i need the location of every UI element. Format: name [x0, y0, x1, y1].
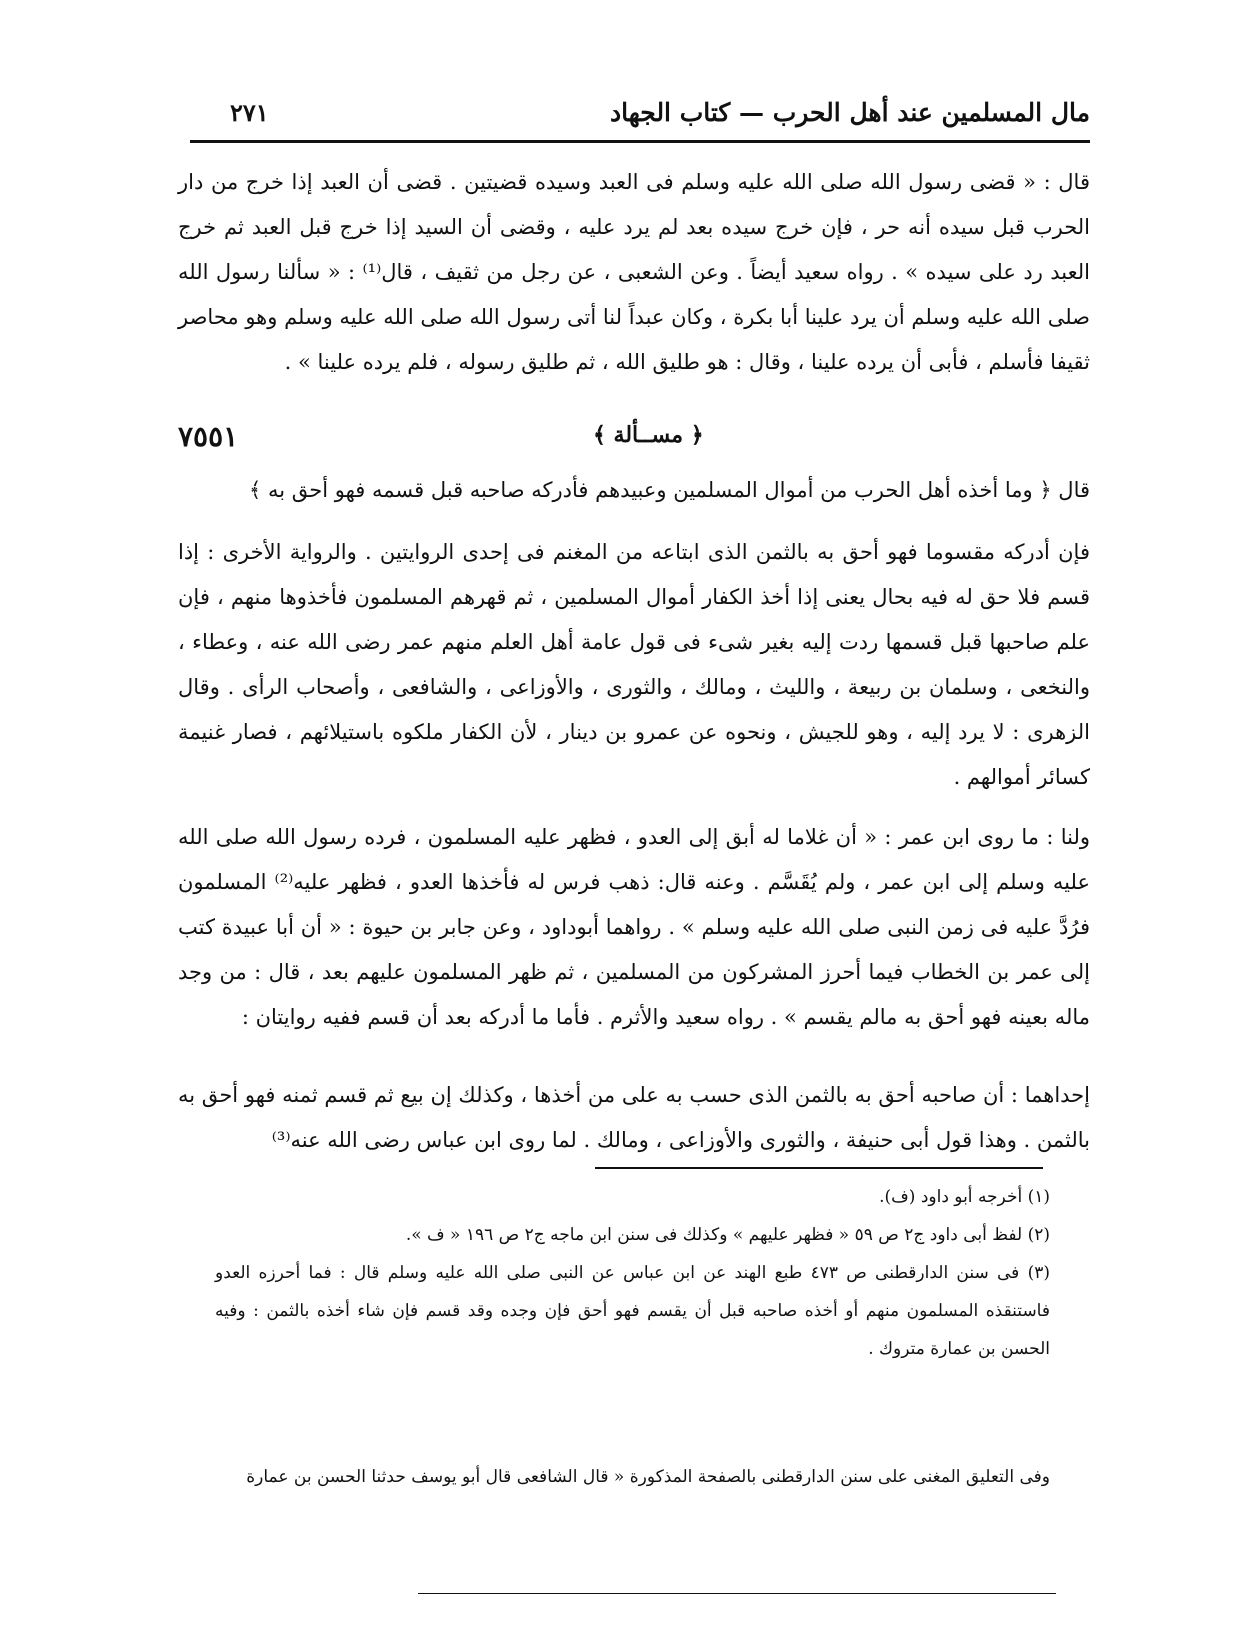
page-header — [190, 92, 1090, 143]
running-title: مال المسلمين عند أهل الحرب — كتاب الجهاد — [610, 98, 1090, 127]
page-number: ٢٧١ — [230, 98, 269, 127]
footnote-continuation: وفى التعليق المغنى على سنن الدارقطنى بالصفحة المذكورة « قال الشافعى قال أبو يوسف حدثنا الحسن بن عمارة — [246, 1467, 1050, 1487]
paragraph-3: فإن أدركه مقسوما فهو أحق به بالثمن الذى ابتاعه من المغنم فى إحدى الروايتين . والرواية الأخرى : إذا قسم فلا حق له فيه بحال يعنى إذا أخذ الكفار أموال المسلمين ، ثم قهرهم المسلمون فأخذوها منهم ، فإن علم صاحبها قبل قسمها ردت إليه بغير شىء فى قول عامة أهل العلم منهم عمر رضى الله عنه ، وعطاء ، والنخعى ، وسلمان بن ربيعة ، والليث ، ومالك ، والثورى ، والأوزاعى ، والشافعى ، وأصحاب الرأى . وقال الزهرى : لا يرد إليه ، وهو للجيش ، ونحوه عن عمرو بن دينار ، لأن الكفار ملكوه باستيلائهم ، فصار غنيمة كسائر أموالهم . — [178, 540, 1090, 789]
footnote-2: (٢) لفظ أبى داود ج٢ ص ٥٩ « فظهر عليهم » وكذلك فى سنن ابن ماجه ج٢ ص ١٩٦ « ف ». — [405, 1225, 1050, 1245]
paragraph-4: ولنا : ما روى ابن عمر : « أن غلاما له أبق إلى العدو ، فظهر عليه المسلمون ، فرده رسول الله صلى الله عليه وسلم إلى ابن عمر ، ولم يُقَسَّم . وعنه قال: ذهب فرس له فأخذها العدو ، فظهر عليه⁽²⁾ المسلمون فرُدَّ عليه فى زمن النبى صلى الله عليه وسلم » . رواهما أبوداود ، وعن جابر بن حيوة : « أن أبا عبيدة كتب إلى عمر بن الخطاب فيما أحرز المشركون من المسلمين ، ثم ظهر المسلمون عليهم بعد ، قال : من وجد ماله بعينه فهو أحق به مالم يقسم » . رواه سعيد والأثرم . فأما ما أدركه بعد أن قسم ففيه روايتان : — [178, 825, 1090, 1029]
footnote-divider — [595, 1167, 1043, 1169]
footnote-1: (١) أخرجه أبو داود (ف). — [879, 1187, 1050, 1207]
footnotes — [215, 1178, 1050, 1368]
issue-label: ﴿ مســألة ﴾ — [593, 422, 704, 448]
bottom-divider — [418, 1593, 1056, 1594]
paragraph-1: قال : « قضى رسول الله صلى الله عليه وسلم فى العبد وسيده قضيتين . قضى أن العبد إذا خرج من دار الحرب قبل سيده أنه حر ، فإن خرج سيده بعد لم يرد عليه ، وقضى أن السيد إذا خرج قبل العبد ثم خرج العبد رد على سيده » . رواه سعيد أيضاً . وعن الشعبى ، عن رجل من ثقيف ، قال⁽¹⁾ : « سألنا رسول الله صلى الله عليه وسلم أن يرد علينا أبا بكرة ، وكان عبداً لنا أتى رسول الله صلى الله عليه وسلم وهو محاصر ثقيفا فأسلم ، فأبى أن يرده علينا ، وقال : هو طليق الله ، ثم طليق رسوله ، فلم يرده علينا » . — [178, 170, 1090, 374]
issue-heading — [178, 420, 1090, 464]
footnote-3: (٣) فى سنن الدارقطنى ص ٤٧٣ طبع الهند عن ابن عباس عن النبى صلى الله عليه وسلم قال : فما أحرزه العدو فاستنقذه المسلمون منهم أو أخذه صاحبه قبل أن يقسم فهو أحق فإن وجده وقد قسم فإن شاء أخذه بالثمن : وفيه الحسن بن عمارة متروك . — [215, 1263, 1050, 1359]
paragraph-5: إحداهما : أن صاحبه أحق به بالثمن الذى حسب به على من أخذها ، وكذلك إن بيع ثم قسم ثمنه فهو أحق به بالثمن . وهذا قول أبى حنيفة ، والثورى والأوزاعى ، ومالك . لما روى ابن عباس رضى الله عنه⁽³⁾ — [178, 1083, 1090, 1152]
issue-statement: قال ﴿ وما أخذه أهل الحرب من أموال المسلمين وعبيدهم فأدركه صاحبه قبل قسمه فهو أحق به ﴾ — [248, 478, 1090, 502]
issue-number: ٧٥٥١ — [178, 420, 239, 453]
